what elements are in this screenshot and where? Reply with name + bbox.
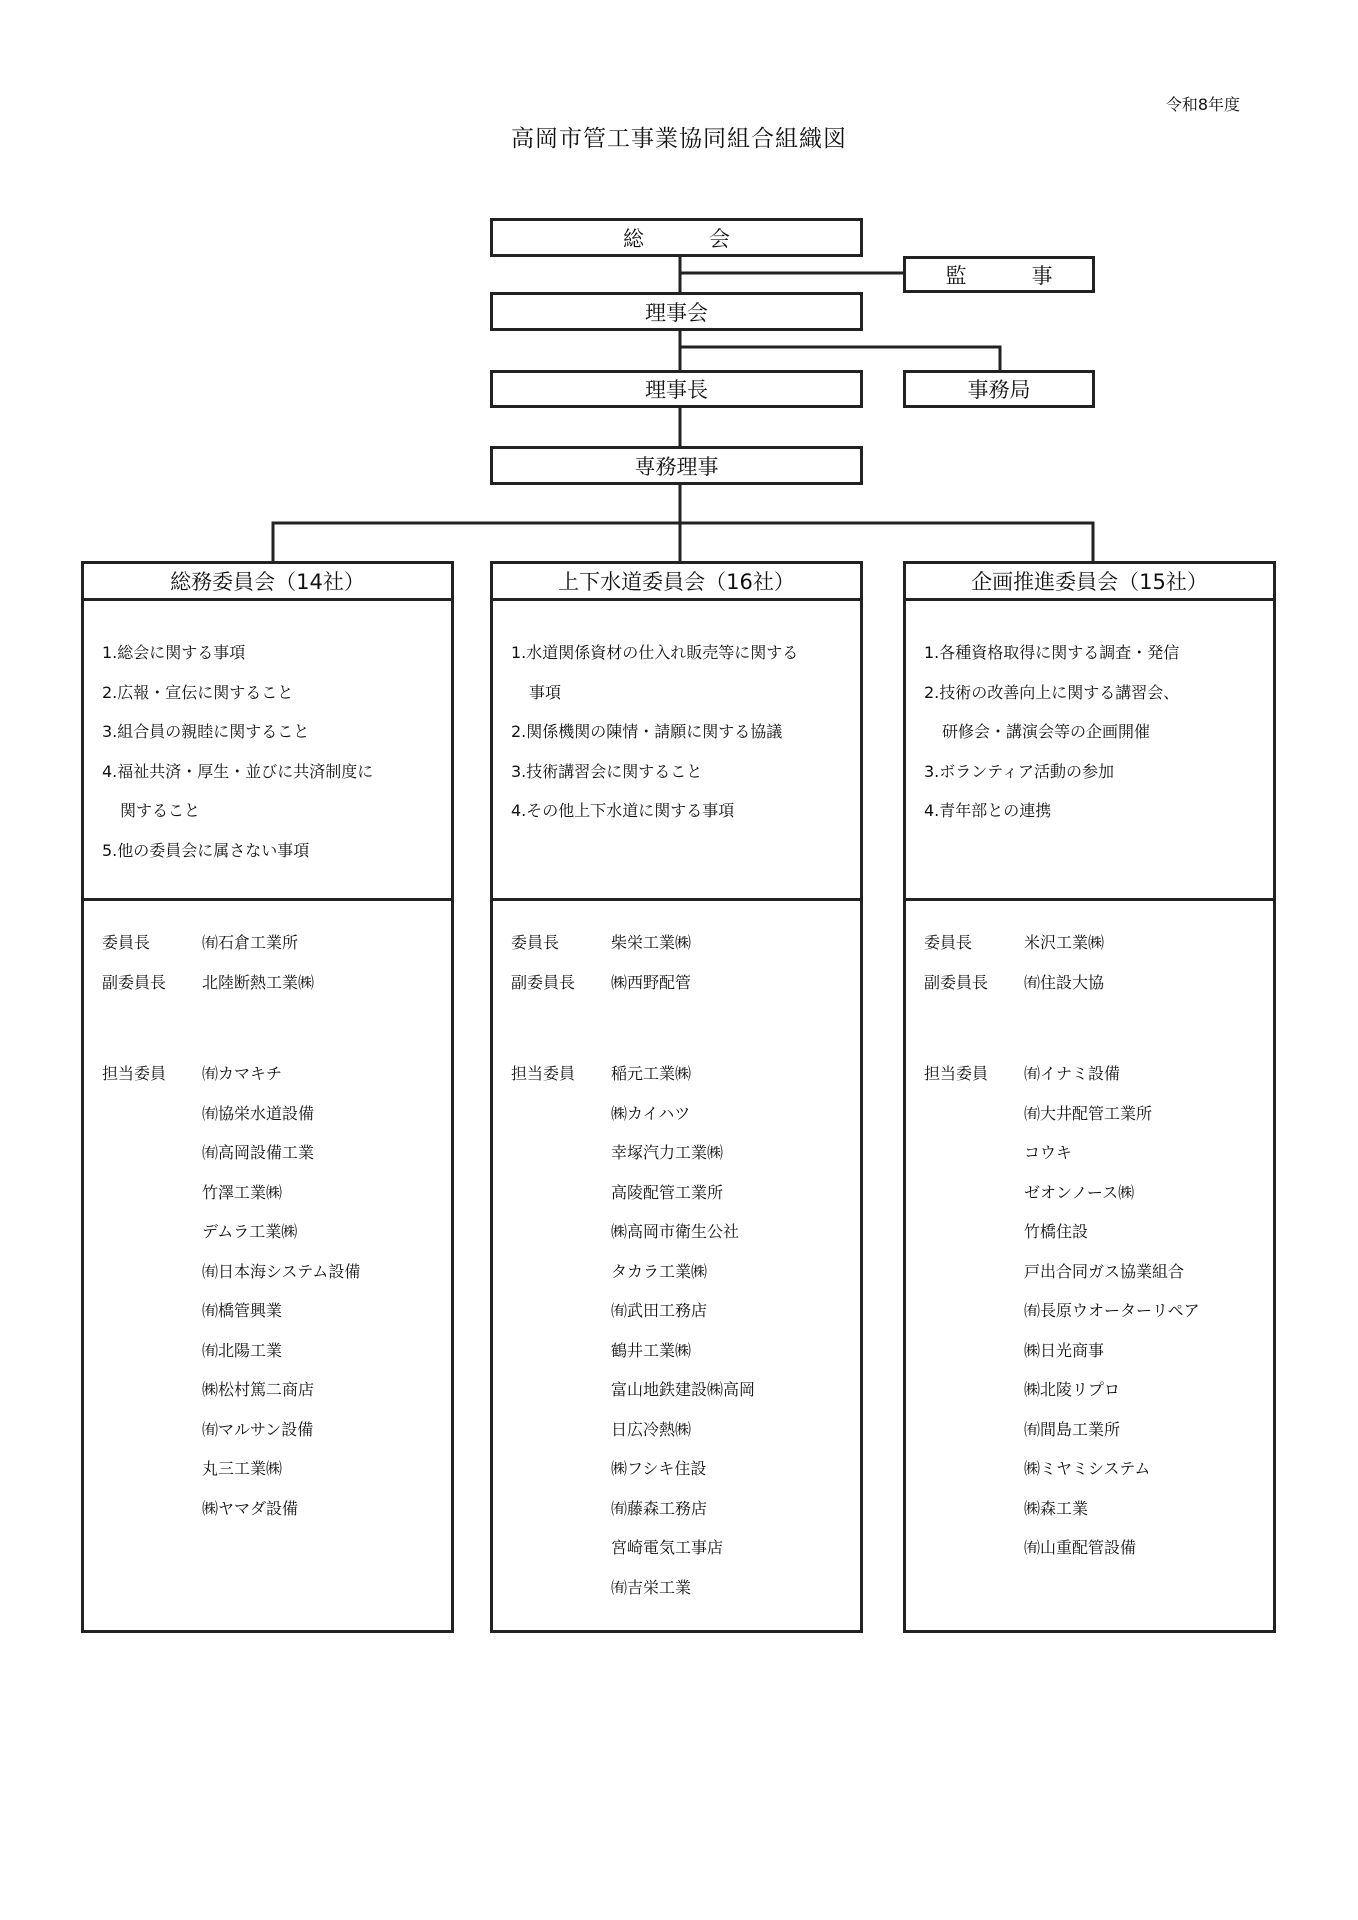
member-row [511, 1410, 860, 1450]
duty-item: 3.技術講習会に関すること [511, 761, 703, 781]
member-row [924, 1331, 1273, 1371]
member-name: ㈱西野配管 [611, 972, 692, 992]
member-row [924, 1094, 1273, 1134]
member-row [102, 1173, 451, 1213]
member-name: 丸三工業㈱ [202, 1459, 283, 1478]
member-name: ㈱松村篤二商店 [202, 1380, 315, 1399]
member-name: ㈱日光商事 [1024, 1340, 1105, 1360]
role-label: 委員長 [511, 933, 560, 952]
board-box: 理事会 [490, 292, 863, 331]
member-name: ゼオンノース㈱ [1024, 1182, 1135, 1202]
committee-members [84, 901, 451, 1528]
member-row [511, 1094, 860, 1134]
member-row [511, 1173, 860, 1213]
member-name: ㈲山重配管設備 [1024, 1538, 1137, 1557]
fiscal-year: 令和8年度 [1165, 95, 1240, 114]
member-name: ㈲大井配管工業所 [1024, 1103, 1153, 1123]
duty-item: 1.各種資格取得に関する調査・発信 [924, 643, 1180, 662]
member-row [924, 1449, 1273, 1489]
member-row [102, 1331, 451, 1371]
member-name: ㈲日本海システム設備 [202, 1261, 361, 1281]
member-name: ㈲長原ウオーターリペア [1024, 1301, 1200, 1320]
member-row [924, 1054, 1273, 1094]
committee-title: 企画推進委員会（15社） [906, 564, 1273, 601]
auditor-box: 監 事 [903, 256, 1095, 293]
member-name: ㈲橋管興業 [202, 1301, 283, 1320]
member-name: コウキ [1024, 1143, 1073, 1162]
committee-duties [906, 601, 1273, 901]
duty-item: 4.福祉共済・厚生・並びに共済制度に [102, 761, 374, 781]
duty-item: 2.広報・宣伝に関すること [102, 682, 294, 702]
member-name: ㈲石倉工業所 [202, 933, 299, 952]
duty-item: 3.ボランティア活動の参加 [924, 761, 1114, 781]
member-row [102, 1489, 451, 1529]
duty-item: 研修会・講演会等の企画開催 [942, 722, 1151, 741]
vice-chair-row [102, 963, 451, 1003]
member-name: 宮崎電気工事店 [611, 1538, 724, 1557]
chair-row [102, 923, 451, 963]
member-row [102, 1252, 451, 1292]
role-label: 副委員長 [924, 972, 989, 992]
duty-item: 事項 [529, 682, 562, 702]
chairman-box: 理事長 [490, 370, 863, 408]
member-name: ㈲吉栄工業 [611, 1577, 692, 1597]
committee-planning-promotion [903, 561, 1276, 1633]
member-name: 柴栄工業㈱ [611, 933, 692, 952]
member-name: ㈱フシキ住設 [611, 1459, 707, 1478]
member-row [924, 1410, 1273, 1450]
duty-item: 関すること [120, 801, 201, 820]
committee-water-sewer [490, 561, 863, 1633]
member-name: 高陵配管工業所 [611, 1182, 724, 1202]
member-row [511, 1133, 860, 1173]
member-name: 富山地鉄建設㈱高岡 [611, 1380, 756, 1399]
general-meeting-box: 総 会 [490, 218, 863, 257]
member-name: ㈲高岡設備工業 [202, 1143, 315, 1162]
member-row [924, 1291, 1273, 1331]
member-name: ㈲武田工務店 [611, 1301, 708, 1320]
duty-item: 2.関係機関の陳情・請願に関する協議 [511, 722, 783, 741]
page-title: 高岡市管工事業協同組合組織図 [511, 126, 847, 152]
role-label: 副委員長 [102, 972, 167, 992]
duty-item: 5.他の委員会に属さない事項 [102, 840, 310, 860]
committee-title: 上下水道委員会（16社） [493, 564, 860, 601]
vice-chair-row [924, 963, 1273, 1003]
member-row [102, 1410, 451, 1450]
member-name: ㈱ヤマダ設備 [202, 1498, 299, 1518]
member-row [102, 1449, 451, 1489]
duty-item: 1.水道関係資材の仕入れ販売等に関する [511, 643, 799, 662]
member-name: 稲元工業㈱ [611, 1064, 692, 1083]
member-row [511, 1528, 860, 1568]
member-row [924, 1133, 1273, 1173]
member-row [511, 1370, 860, 1410]
member-name: ㈱ミヤミシステム [1024, 1459, 1151, 1478]
member-name: ㈲イナミ設備 [1024, 1064, 1121, 1083]
member-name: ㈲カマキチ [202, 1064, 283, 1083]
member-row [102, 1291, 451, 1331]
committee-duties [493, 601, 860, 901]
committee-general-affairs [81, 561, 454, 1633]
member-name: 北陸断熱工業㈱ [202, 972, 315, 992]
member-row [102, 1212, 451, 1252]
member-name: ㈲マルサン設備 [202, 1419, 314, 1439]
member-name: 鶴井工業㈱ [611, 1340, 692, 1360]
chair-row [924, 923, 1273, 963]
member-row [511, 1489, 860, 1529]
member-name: 日広冷熱㈱ [611, 1419, 692, 1439]
secretariat-box: 事務局 [903, 370, 1095, 408]
member-name: 戸出合同ガス協業組合 [1024, 1261, 1185, 1281]
role-label: 担当委員 [511, 1064, 576, 1083]
member-name: 竹橋住設 [1024, 1222, 1089, 1241]
member-name: 竹澤工業㈱ [202, 1182, 283, 1202]
member-name: ㈱北陵リプロ [1024, 1380, 1121, 1399]
member-row [511, 1212, 860, 1252]
member-row [511, 1568, 860, 1608]
member-name: ㈱カイハツ [611, 1103, 691, 1123]
member-name: ㈲住設大協 [1024, 972, 1105, 992]
committee-members [906, 901, 1273, 1568]
line-to-secretariat [680, 347, 1000, 370]
duty-item: 4.青年部との連携 [924, 801, 1052, 820]
duty-item: 4.その他上下水道に関する事項 [511, 801, 735, 820]
member-row [924, 1252, 1273, 1292]
role-label: 副委員長 [511, 972, 576, 992]
executive-director-box: 専務理事 [490, 446, 863, 485]
chair-row [511, 923, 860, 963]
role-label: 委員長 [102, 933, 151, 952]
member-name: ㈲間島工業所 [1024, 1419, 1121, 1439]
member-row [511, 1449, 860, 1489]
committee-title: 総務委員会（14社） [84, 564, 451, 601]
role-label: 担当委員 [102, 1064, 167, 1083]
member-row [924, 1173, 1273, 1213]
vice-chair-row [511, 963, 860, 1003]
role-label: 委員長 [924, 933, 973, 952]
member-row [511, 1291, 860, 1331]
role-label: 担当委員 [924, 1064, 989, 1083]
duty-item: 3.組合員の親睦に関すること [102, 722, 310, 741]
member-row [924, 1489, 1273, 1529]
member-row [102, 1370, 451, 1410]
member-row [511, 1252, 860, 1292]
duty-item: 2.技術の改善向上に関する講習会、 [924, 682, 1180, 702]
member-row [924, 1370, 1273, 1410]
member-row [924, 1528, 1273, 1568]
member-row [102, 1054, 451, 1094]
member-name: デムラ工業㈱ [202, 1222, 298, 1241]
member-name: タカラ工業㈱ [611, 1261, 708, 1281]
member-row [511, 1331, 860, 1371]
duty-item: 1.総会に関する事項 [102, 643, 246, 662]
member-name: 幸塚汽力工業㈱ [611, 1143, 724, 1162]
member-row [102, 1133, 451, 1173]
member-name: ㈱高岡市衛生公社 [611, 1222, 740, 1241]
member-row [511, 1054, 860, 1094]
member-name: ㈲藤森工務店 [611, 1498, 708, 1518]
member-name: ㈱森工業 [1024, 1498, 1089, 1518]
member-name: ㈲協栄水道設備 [202, 1103, 315, 1123]
member-row [102, 1094, 451, 1134]
committee-duties [84, 601, 451, 901]
member-name: ㈲北陽工業 [202, 1340, 283, 1360]
member-row [924, 1212, 1273, 1252]
committee-members [493, 901, 860, 1607]
line-committee-bus [273, 523, 1093, 562]
member-name: 米沢工業㈱ [1024, 933, 1105, 952]
